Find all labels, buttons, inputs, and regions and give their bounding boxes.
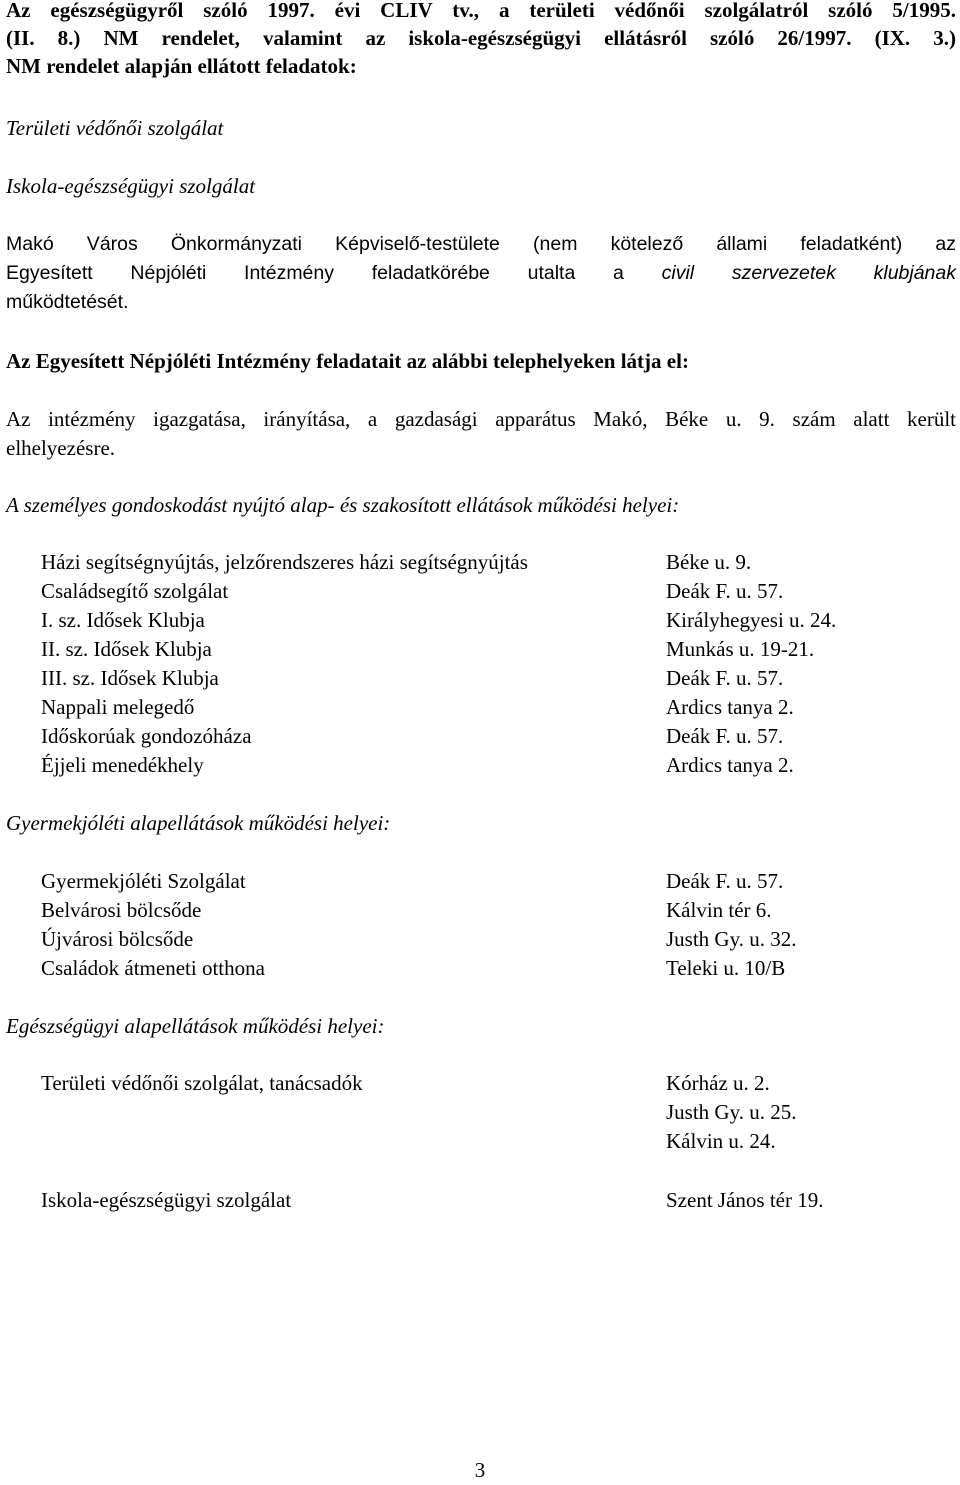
- site-address: Teleki u. 10/B: [666, 956, 786, 980]
- site-address: Deák F. u. 57.: [666, 666, 784, 690]
- list-item: [41, 1186, 921, 1215]
- service-school-health: Iskola-egészségügyi szolgálat: [6, 174, 256, 198]
- site-name: [41, 1098, 666, 1127]
- site-name: Iskola-egészségügyi szolgálat: [41, 1188, 292, 1212]
- site-name: Időskorúak gondozóháza: [41, 724, 252, 748]
- site-address: Kálvin u. 24.: [666, 1129, 776, 1153]
- list-item: [41, 896, 921, 925]
- personal-care-heading: A személyes gondoskodást nyújtó alap- és szakosított ellátások működési helyei:: [6, 493, 680, 517]
- site-name: Éjjeli menedékhely: [41, 753, 204, 777]
- site-address: Deák F. u. 57.: [666, 724, 784, 748]
- list-item: [41, 1127, 921, 1156]
- list-item: [41, 635, 921, 664]
- site-name: Családsegítő szolgálat: [41, 579, 229, 603]
- health-list: [41, 1069, 921, 1156]
- hq-paragraph-line-2: elhelyezésre.: [6, 436, 116, 460]
- site-address: Justh Gy. u. 32.: [666, 927, 797, 951]
- health-heading: Egészségügyi alapellátások működési helyei:: [6, 1014, 385, 1038]
- intro-line-3: NM rendelet alapján ellátott feladatok:: [6, 54, 357, 78]
- site-name: [41, 1127, 666, 1156]
- mako-paragraph-line-2-italic: civil szervezetek klubjának: [661, 262, 957, 284]
- site-address: Deák F. u. 57.: [666, 579, 784, 603]
- site-address: Justh Gy. u. 25.: [666, 1100, 797, 1124]
- site-address: Kórház u. 2.: [666, 1071, 770, 1095]
- mako-paragraph-line-2: [6, 259, 956, 288]
- site-address: Munkás u. 19-21.: [666, 637, 815, 661]
- site-name: Nappali melegedő: [41, 695, 195, 719]
- intro-heading: [6, 0, 956, 80]
- list-item: [41, 867, 921, 896]
- page-number: 3: [474, 1458, 486, 1482]
- mako-paragraph-line-2-plain: Egyesített Népjóléti Intézmény feladatkörébe utalta a: [6, 262, 624, 284]
- site-address: Deák F. u. 57.: [666, 869, 784, 893]
- site-name: Belvárosi bölcsőde: [41, 898, 202, 922]
- site-address: Ardics tanya 2.: [666, 695, 794, 719]
- site-address: Ardics tanya 2.: [666, 753, 794, 777]
- site-name: III. sz. Idősek Klubja: [41, 666, 219, 690]
- child-welfare-heading: Gyermekjóléti alapellátások működési helyei:: [6, 811, 391, 835]
- hq-paragraph: [6, 405, 956, 463]
- service-territorial-nurse: Területi védőnői szolgálat: [6, 116, 224, 140]
- site-address: Kálvin tér 6.: [666, 898, 772, 922]
- list-item: [41, 925, 921, 954]
- list-item: [41, 577, 921, 606]
- site-address: Béke u. 9.: [666, 550, 752, 574]
- mako-paragraph-line-1: Makó Város Önkormányzati Képviselő-testülete (nem kötelező állami feladatként) az: [6, 233, 956, 255]
- site-name: II. sz. Idősek Klubja: [41, 637, 212, 661]
- personal-care-list: [41, 548, 921, 780]
- site-address: Szent János tér 19.: [666, 1188, 824, 1212]
- mako-paragraph: [6, 230, 956, 317]
- site-name: Családok átmeneti otthona: [41, 956, 265, 980]
- site-name: Házi segítségnyújtás, jelzőrendszeres házi segítségnyújtás: [41, 550, 528, 574]
- list-item: [41, 548, 921, 577]
- site-name: Újvárosi bölcsőde: [41, 927, 194, 951]
- hq-paragraph-line-1: Az intézmény igazgatása, irányítása, a gazdasági apparátus Makó, Béke u. 9. szám alatt került: [6, 407, 956, 431]
- site-name: Területi védőnői szolgálat, tanácsadók: [41, 1071, 363, 1095]
- list-item: [41, 664, 921, 693]
- list-item: [41, 606, 921, 635]
- site-name: I. sz. Idősek Klubja: [41, 608, 205, 632]
- list-item: [41, 954, 921, 983]
- site-name: Gyermekjóléti Szolgálat: [41, 869, 246, 893]
- list-item: [41, 722, 921, 751]
- list-item: [41, 1069, 921, 1098]
- list-item: [41, 751, 921, 780]
- site-address: Királyhegyesi u. 24.: [666, 608, 837, 632]
- list-item: [41, 1098, 921, 1127]
- child-welfare-list: [41, 867, 921, 983]
- mako-paragraph-line-3: működtetését.: [6, 291, 129, 313]
- intro-line-1: Az egészségügyről szóló 1997. évi CLIV tv., a területi védőnői szolgálatról szóló 5/1995.: [6, 0, 956, 22]
- list-item: [41, 693, 921, 722]
- school-health-list: [41, 1186, 921, 1215]
- sites-heading: Az Egyesített Népjóléti Intézmény feladatait az alábbi telephelyeken látja el:: [6, 349, 689, 373]
- intro-line-2: (II. 8.) NM rendelet, valamint az iskola-egészségügyi ellátásról szóló 26/1997. (IX. 3.): [6, 26, 956, 50]
